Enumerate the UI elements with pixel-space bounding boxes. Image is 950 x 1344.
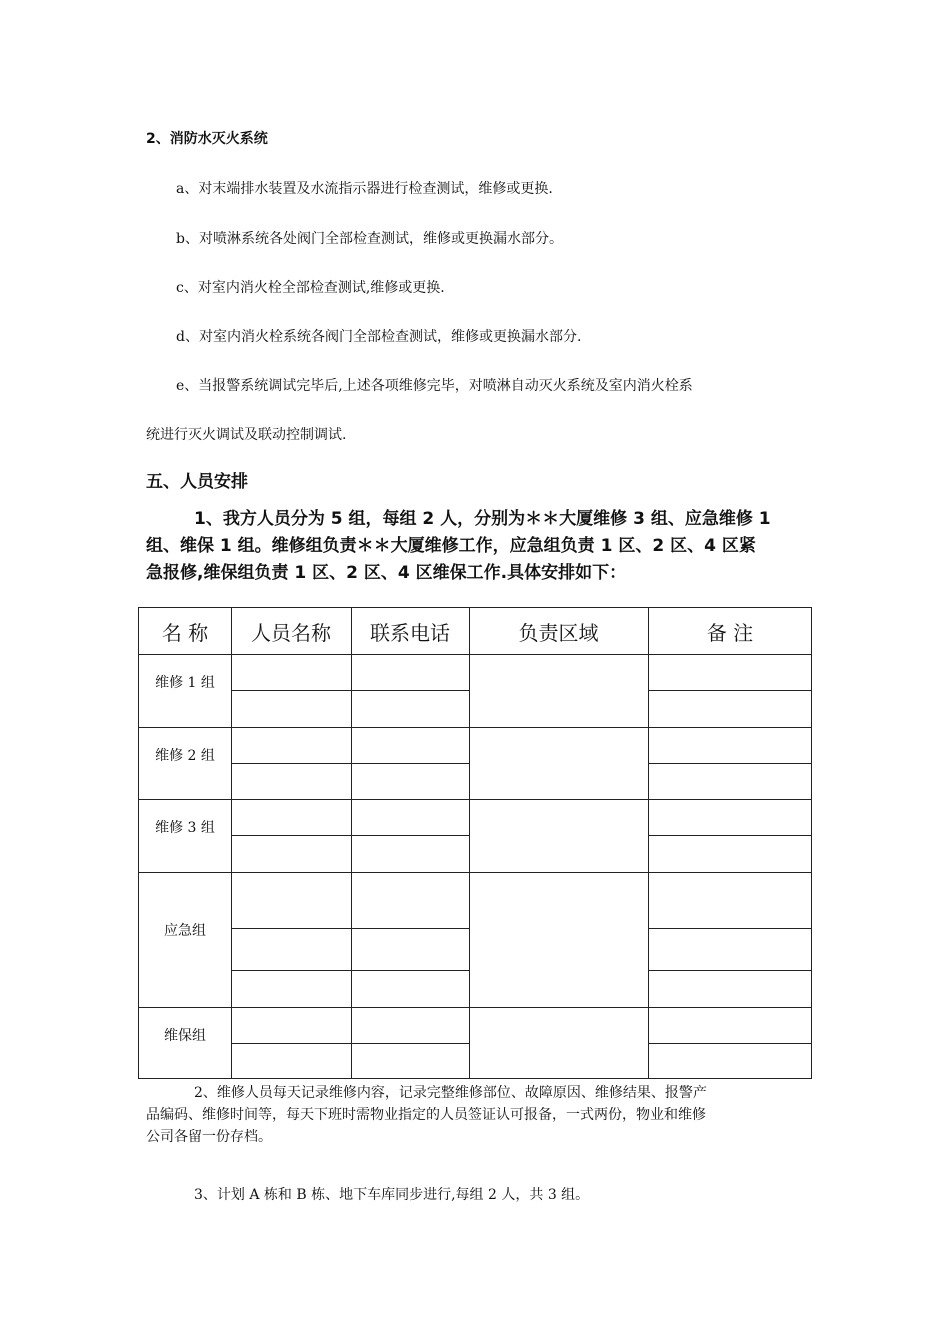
para-1: [146, 506, 771, 587]
para-2-line-1: 2、维修人员每天记录维修内容，记录完整维修部位、故障原因、维修结果、报警产: [194, 1085, 707, 1101]
group-repair-1: 维修 1 组: [155, 675, 215, 691]
table-divider: [139, 1007, 811, 1008]
list-item-e-continued: 统进行灭火调试及联动控制调试.: [146, 427, 347, 443]
group-repair-3: 维修 3 组: [155, 820, 215, 836]
header-area: 负责区域: [518, 620, 599, 645]
list-item-a: a、对末端排水装置及水流指示器进行检查测试，维修或更换.: [176, 181, 553, 197]
table-divider: [231, 928, 469, 929]
header-name: 名 称: [161, 620, 209, 645]
para-3: 3、计划 A 栋和 B 栋、地下车库同步进行,每组 2 人，共 3 组。: [194, 1187, 590, 1203]
staff-table: [138, 607, 812, 1079]
table-divider: [648, 690, 811, 691]
table-divider: [139, 727, 811, 728]
table-divider: [139, 799, 811, 800]
para-1-line-3: 急报修,维保组负责 1 区、2 区、4 区维保工作.具体安排如下：: [146, 563, 627, 583]
table-divider: [648, 928, 811, 929]
table-divider: [648, 835, 811, 836]
list-item-b: b、对喷淋系统各处阀门全部检查测试，维修或更换漏水部分。: [176, 231, 563, 247]
table-divider: [231, 835, 469, 836]
list-item-c: c、对室内消火栓全部检查测试,维修或更换.: [176, 280, 445, 296]
para-2-line-2: 品编码、维修时间等，每天下班时需物业指定的人员签证认可报备，一式两份，物业和维修: [146, 1107, 706, 1123]
table-divider: [648, 970, 811, 971]
table-divider: [139, 872, 811, 873]
table-divider: [648, 1043, 811, 1044]
group-repair-2: 维修 2 组: [155, 748, 215, 764]
para-1-line-2: 组、维保 1 组。维修组负责＊＊大厦维修工作，应急组负责 1 区、2 区、4 区紧: [146, 536, 756, 556]
para-2: [146, 1082, 707, 1148]
para-1-line-1: 1、我方人员分为 5 组，每组 2 人，分别为＊＊大厦维修 3 组、应急维修 1: [194, 509, 771, 529]
group-emergency: 应急组: [164, 923, 206, 939]
list-item-d: d、对室内消火栓系统各阀门全部检查测试，维修或更换漏水部分.: [176, 329, 582, 345]
header-staff: 人员名称: [251, 620, 331, 645]
header-phone: 联系电话: [370, 620, 450, 645]
table-divider: [231, 690, 469, 691]
section-5-title: 五、人员安排: [146, 472, 248, 492]
group-maintenance: 维保组: [164, 1028, 206, 1044]
table-divider: [139, 654, 811, 655]
header-remarks: 备 注: [706, 620, 754, 645]
section-2-title: 2、消防水灭火系统: [146, 131, 268, 147]
para-2-line-3: 公司各留一份存档。: [146, 1129, 272, 1145]
table-divider: [231, 1043, 469, 1044]
table-divider: [648, 763, 811, 764]
table-divider: [231, 970, 469, 971]
list-item-e: e、当报警系统调试完毕后,上述各项维修完毕，对喷淋自动灭火系统及室内消火栓系: [176, 378, 693, 394]
table-divider: [231, 763, 469, 764]
